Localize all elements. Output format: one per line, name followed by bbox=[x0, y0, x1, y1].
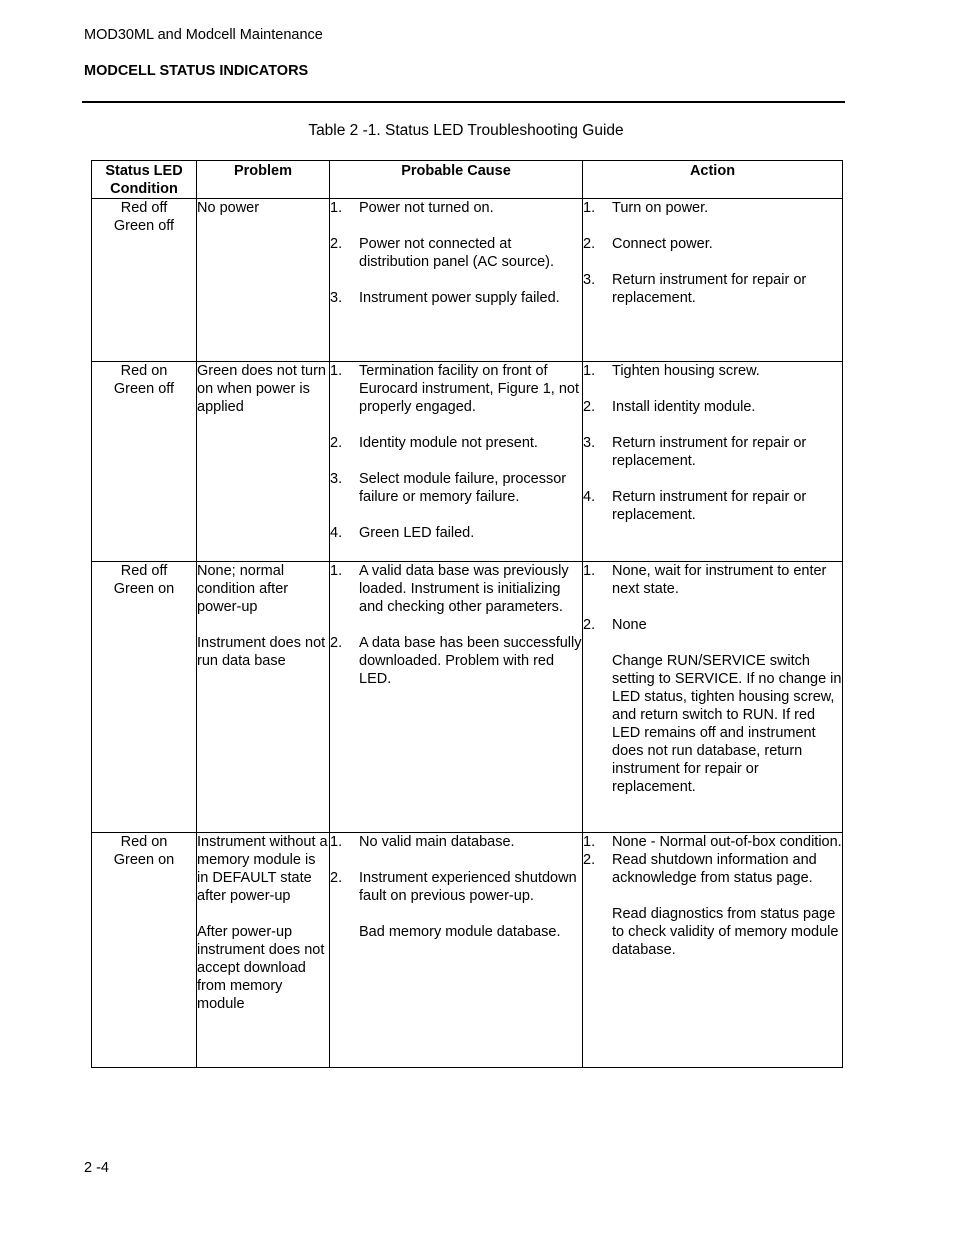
cause-item-number: 2. bbox=[330, 435, 343, 451]
action-item bbox=[583, 434, 842, 470]
action-item bbox=[583, 235, 842, 253]
action-item bbox=[583, 271, 842, 307]
cause-item-number: 1. bbox=[330, 834, 343, 850]
cause-item-number: 2. bbox=[330, 635, 343, 651]
action-item-text: None - Normal out-of-box condition. bbox=[612, 834, 842, 850]
cause-item-text: Power not turned on. bbox=[359, 200, 494, 216]
cause-item bbox=[330, 833, 582, 851]
cause-item bbox=[330, 524, 582, 542]
cause-cell bbox=[330, 833, 583, 1068]
condition-line: Green off bbox=[113, 218, 175, 234]
action-item bbox=[583, 199, 842, 217]
problem-cell bbox=[197, 562, 330, 833]
table-body bbox=[92, 199, 843, 1068]
column-header-condition-line-1: Status LED bbox=[105, 163, 183, 179]
cause-item bbox=[330, 289, 582, 307]
action-item-number: 1. bbox=[583, 563, 596, 579]
action-cell bbox=[583, 562, 843, 833]
condition-cell bbox=[92, 833, 197, 1068]
cause-item-text: Identity module not present. bbox=[359, 435, 538, 451]
action-item-number: 1. bbox=[583, 200, 596, 216]
section-title: MODCELL STATUS INDICATORS bbox=[84, 63, 309, 79]
action-item-note: Read diagnostics from status page to check validity of memory module database. bbox=[612, 906, 839, 958]
cause-item bbox=[330, 362, 582, 416]
cause-item-text: A data base has been successfully downloaded. Problem with red LED. bbox=[359, 635, 582, 687]
action-item-note: Change RUN/SERVICE switch setting to SERVICE. If no change in LED status, tighten housing screw, and return switch to RUN. If red LED remains off and instrument does not run database, return instrument for repair or replacement. bbox=[612, 653, 842, 795]
cause-item-text: A valid data base was previously loaded. Instrument is initializing and checking other parameters. bbox=[359, 563, 569, 615]
action-item bbox=[583, 851, 842, 959]
cause-item-number: 1. bbox=[330, 563, 343, 579]
action-item-text: None Change RUN/SERVICE switch setting to SERVICE. If no change in LED status, tighten housing screw, and return switch to RUN. If red LED remains off and instrument does not run database, return instrument for repair or replacement. bbox=[612, 617, 842, 795]
cause-item-text: Termination facility on front of Eurocard instrument, Figure 1, not properly engaged. bbox=[359, 363, 580, 415]
table-row bbox=[92, 562, 843, 833]
action-cell bbox=[583, 833, 843, 1068]
problem-cell bbox=[197, 362, 330, 562]
action-item bbox=[583, 488, 842, 524]
cause-item-text: Power not connected at distribution panel (AC source). bbox=[359, 236, 555, 270]
cause-item-text: Instrument power supply failed. bbox=[359, 290, 560, 306]
table-row bbox=[92, 833, 843, 1068]
action-item bbox=[583, 362, 842, 380]
condition-line: Red on bbox=[120, 834, 168, 850]
column-header-problem: Problem bbox=[197, 161, 330, 199]
action-item-number: 1. bbox=[583, 363, 596, 379]
action-item-number: 1. bbox=[583, 834, 596, 850]
action-item-number: 4. bbox=[583, 489, 596, 505]
problem-text: Instrument without a memory module is in DEFAULT state after power-up bbox=[197, 834, 328, 904]
action-item bbox=[583, 616, 842, 796]
column-header-action: Action bbox=[583, 161, 843, 199]
condition-cell bbox=[92, 562, 197, 833]
cause-cell bbox=[330, 199, 583, 362]
cause-item bbox=[330, 199, 582, 217]
condition-cell bbox=[92, 362, 197, 562]
condition-line: Green on bbox=[113, 581, 175, 597]
table-caption: Table 2 -1. Status LED Troubleshooting Guide bbox=[308, 122, 624, 139]
condition-line: Red off bbox=[120, 563, 168, 579]
header-divider bbox=[82, 101, 845, 103]
condition-line: Red on bbox=[120, 363, 168, 379]
problem-text: Green does not turn on when power is applied bbox=[197, 363, 326, 415]
action-item-text: Connect power. bbox=[612, 236, 713, 252]
table-header-row bbox=[92, 161, 843, 199]
cause-item bbox=[330, 434, 582, 452]
cause-item-number: 1. bbox=[330, 363, 343, 379]
problem-text: After power-up instrument does not accept download from memory module bbox=[197, 924, 325, 1012]
troubleshooting-table bbox=[91, 160, 843, 1068]
action-item-text: Turn on power. bbox=[612, 200, 709, 216]
cause-item bbox=[330, 869, 582, 941]
action-item bbox=[583, 562, 842, 598]
cause-cell bbox=[330, 562, 583, 833]
action-item-text: Read shutdown information and acknowledge from status page. Read diagnostics from status page to check validity of memory module database. bbox=[612, 851, 842, 959]
cause-item-number: 2. bbox=[330, 870, 343, 886]
action-item-text: Install identity module. bbox=[612, 399, 756, 415]
column-header-probable-cause: Probable Cause bbox=[330, 161, 583, 199]
cause-item-number: 2. bbox=[330, 236, 343, 252]
action-item-text: Return instrument for repair or replacement. bbox=[612, 272, 807, 306]
action-item-number: 3. bbox=[583, 272, 596, 288]
action-item-text: Return instrument for repair or replacement. bbox=[612, 435, 807, 469]
column-header-condition-line-2: Condition bbox=[110, 181, 178, 197]
cause-item-text: Instrument experienced shutdown fault on previous power-up. Bad memory module database. bbox=[359, 869, 582, 941]
cause-item-number: 3. bbox=[330, 290, 343, 306]
problem-cell bbox=[197, 199, 330, 362]
cause-cell bbox=[330, 362, 583, 562]
cause-item bbox=[330, 235, 582, 271]
column-header-condition bbox=[92, 161, 197, 199]
action-item-number: 2. bbox=[583, 399, 596, 415]
table-row bbox=[92, 199, 843, 362]
action-item-text: Tighten housing screw. bbox=[612, 363, 760, 379]
cause-item bbox=[330, 562, 582, 616]
action-item bbox=[583, 398, 842, 416]
action-cell bbox=[583, 199, 843, 362]
action-item-number: 3. bbox=[583, 435, 596, 451]
condition-line: Green on bbox=[113, 852, 175, 868]
action-item-number: 2. bbox=[583, 236, 596, 252]
action-item bbox=[583, 833, 842, 851]
cause-item-text: Select module failure, processor failure or memory failure. bbox=[359, 471, 567, 505]
cause-item-number: 3. bbox=[330, 471, 343, 487]
action-item-text: None, wait for instrument to enter next state. bbox=[612, 563, 827, 597]
cause-item-text: No valid main database. bbox=[359, 834, 515, 850]
condition-cell bbox=[92, 199, 197, 362]
problem-text: Instrument does not run data base bbox=[197, 635, 326, 669]
cause-item-text: Green LED failed. bbox=[359, 525, 475, 541]
document-title: MOD30ML and Modcell Maintenance bbox=[84, 27, 323, 43]
cause-item-note: Bad memory module database. bbox=[359, 924, 561, 940]
cause-item bbox=[330, 634, 582, 688]
cause-item-number: 4. bbox=[330, 525, 343, 541]
table-row bbox=[92, 362, 843, 562]
cause-item bbox=[330, 470, 582, 506]
action-item-number: 2. bbox=[583, 852, 596, 868]
action-cell bbox=[583, 362, 843, 562]
condition-line: Red off bbox=[120, 200, 168, 216]
action-item-text: Return instrument for repair or replacement. bbox=[612, 489, 807, 523]
page-number: 2 -4 bbox=[84, 1160, 109, 1176]
problem-text: No power bbox=[197, 200, 260, 216]
problem-cell bbox=[197, 833, 330, 1068]
problem-text: None; normal condition after power-up bbox=[197, 563, 289, 615]
action-item-number: 2. bbox=[583, 617, 596, 633]
cause-item-number: 1. bbox=[330, 200, 343, 216]
condition-line: Green off bbox=[113, 381, 175, 397]
